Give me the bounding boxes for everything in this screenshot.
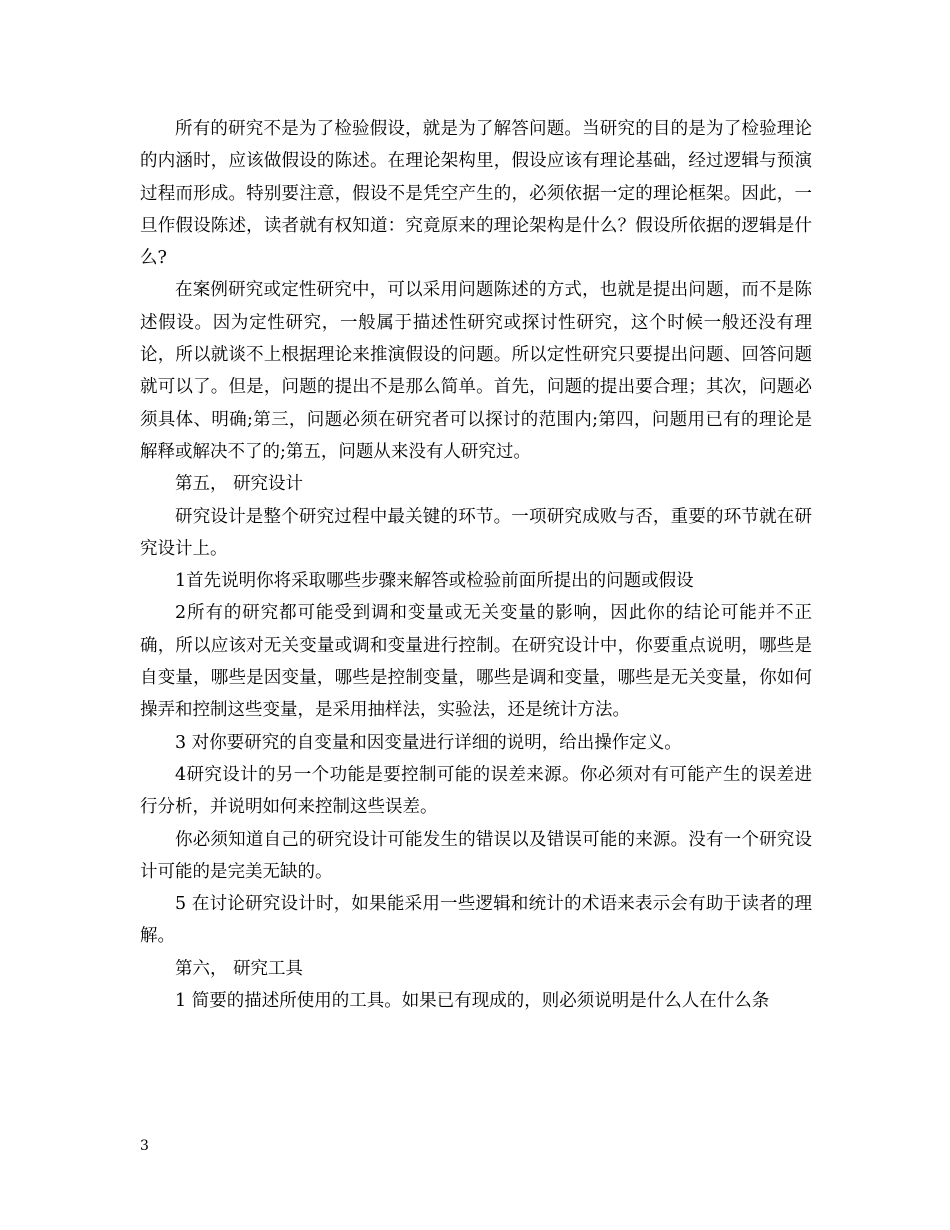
- list-item-design-2: 2所有的研究都可能受到调和变量或无关变量的影响，因此你的结论可能并不正确，所以应该对无关变量或调和变量进行控制。在研究设计中，你要重点说明，哪些是自变量，哪些是因变量，哪些是控制变量，哪些是调和变量，哪些是无关变量，你如何操弄和控制这些变量，是采用抽样法，实验法，还是统计方法。: [140, 603, 812, 721]
- section-heading-research-tools: 第六， 研究工具: [175, 958, 304, 979]
- document-body: [140, 113, 812, 1017]
- paragraph-qualitative-research: 在案例研究或定性研究中，可以采用问题陈述的方式，也就是提出问题，而不是陈述假设。因为定性研究，一般属于描述性研究或探讨性研究，这个时候一般还没有理论，所以就谈不上根据理论来推演假设的问题。所以定性研究只要提出问题、回答问题就可以了。但是，问题的提出不是那么简单。首先，问题的提出要合理；其次，问题必须具体、明确;第三，问题必须在研究者可以探讨的范围内;第四，问题用已有的理论是解释或解决不了的;第五，问题从来没有人研究过。: [140, 280, 812, 462]
- list-item-design-5: 5 在讨论研究设计时，如果能采用一些逻辑和统计的术语来表示会有助于读者的理解。: [140, 894, 812, 947]
- list-item-design-3: 3 对你要研究的自变量和因变量进行详细的说明，给出操作定义。: [175, 732, 682, 753]
- page-number: 3: [140, 1138, 149, 1154]
- paragraph-design-errors: 你必须知道自己的研究设计可能发生的错误以及错误可能的来源。没有一个研究设计可能的是完美无缺的。: [140, 829, 812, 882]
- list-item-tools-1: 1 简要的描述所使用的工具。如果已有现成的，则必须说明是什么人在什么条: [175, 991, 770, 1012]
- list-item-design-4: 4研究设计的另一个功能是要控制可能的误差来源。你必须对有可能产生的误差进行分析，并说明如何来控制这些误差。: [140, 764, 812, 818]
- paragraph-research-design-intro: 研究设计是整个研究过程中最关键的环节。一项研究成败与否，重要的环节就在研究设计上。: [140, 506, 812, 559]
- section-heading-research-design: 第五， 研究设计: [175, 474, 304, 495]
- list-item-design-1: 1首先说明你将采取哪些步骤来解答或检验前面所提出的问题或假设: [175, 571, 694, 592]
- paragraph-hypothesis: 所有的研究不是为了检验假设，就是为了解答问题。当研究的目的是为了检验理论的内涵时，应该做假设的陈述。在理论架构里，假设应该有理论基础，经过逻辑与预演过程而形成。特别要注意，假设不是凭空产生的，必须依据一定的理论框架。因此，一旦作假设陈述，读者就有权知道：究竟原来的理论架构是什么？假设所依据的逻辑是什么?: [140, 119, 812, 269]
